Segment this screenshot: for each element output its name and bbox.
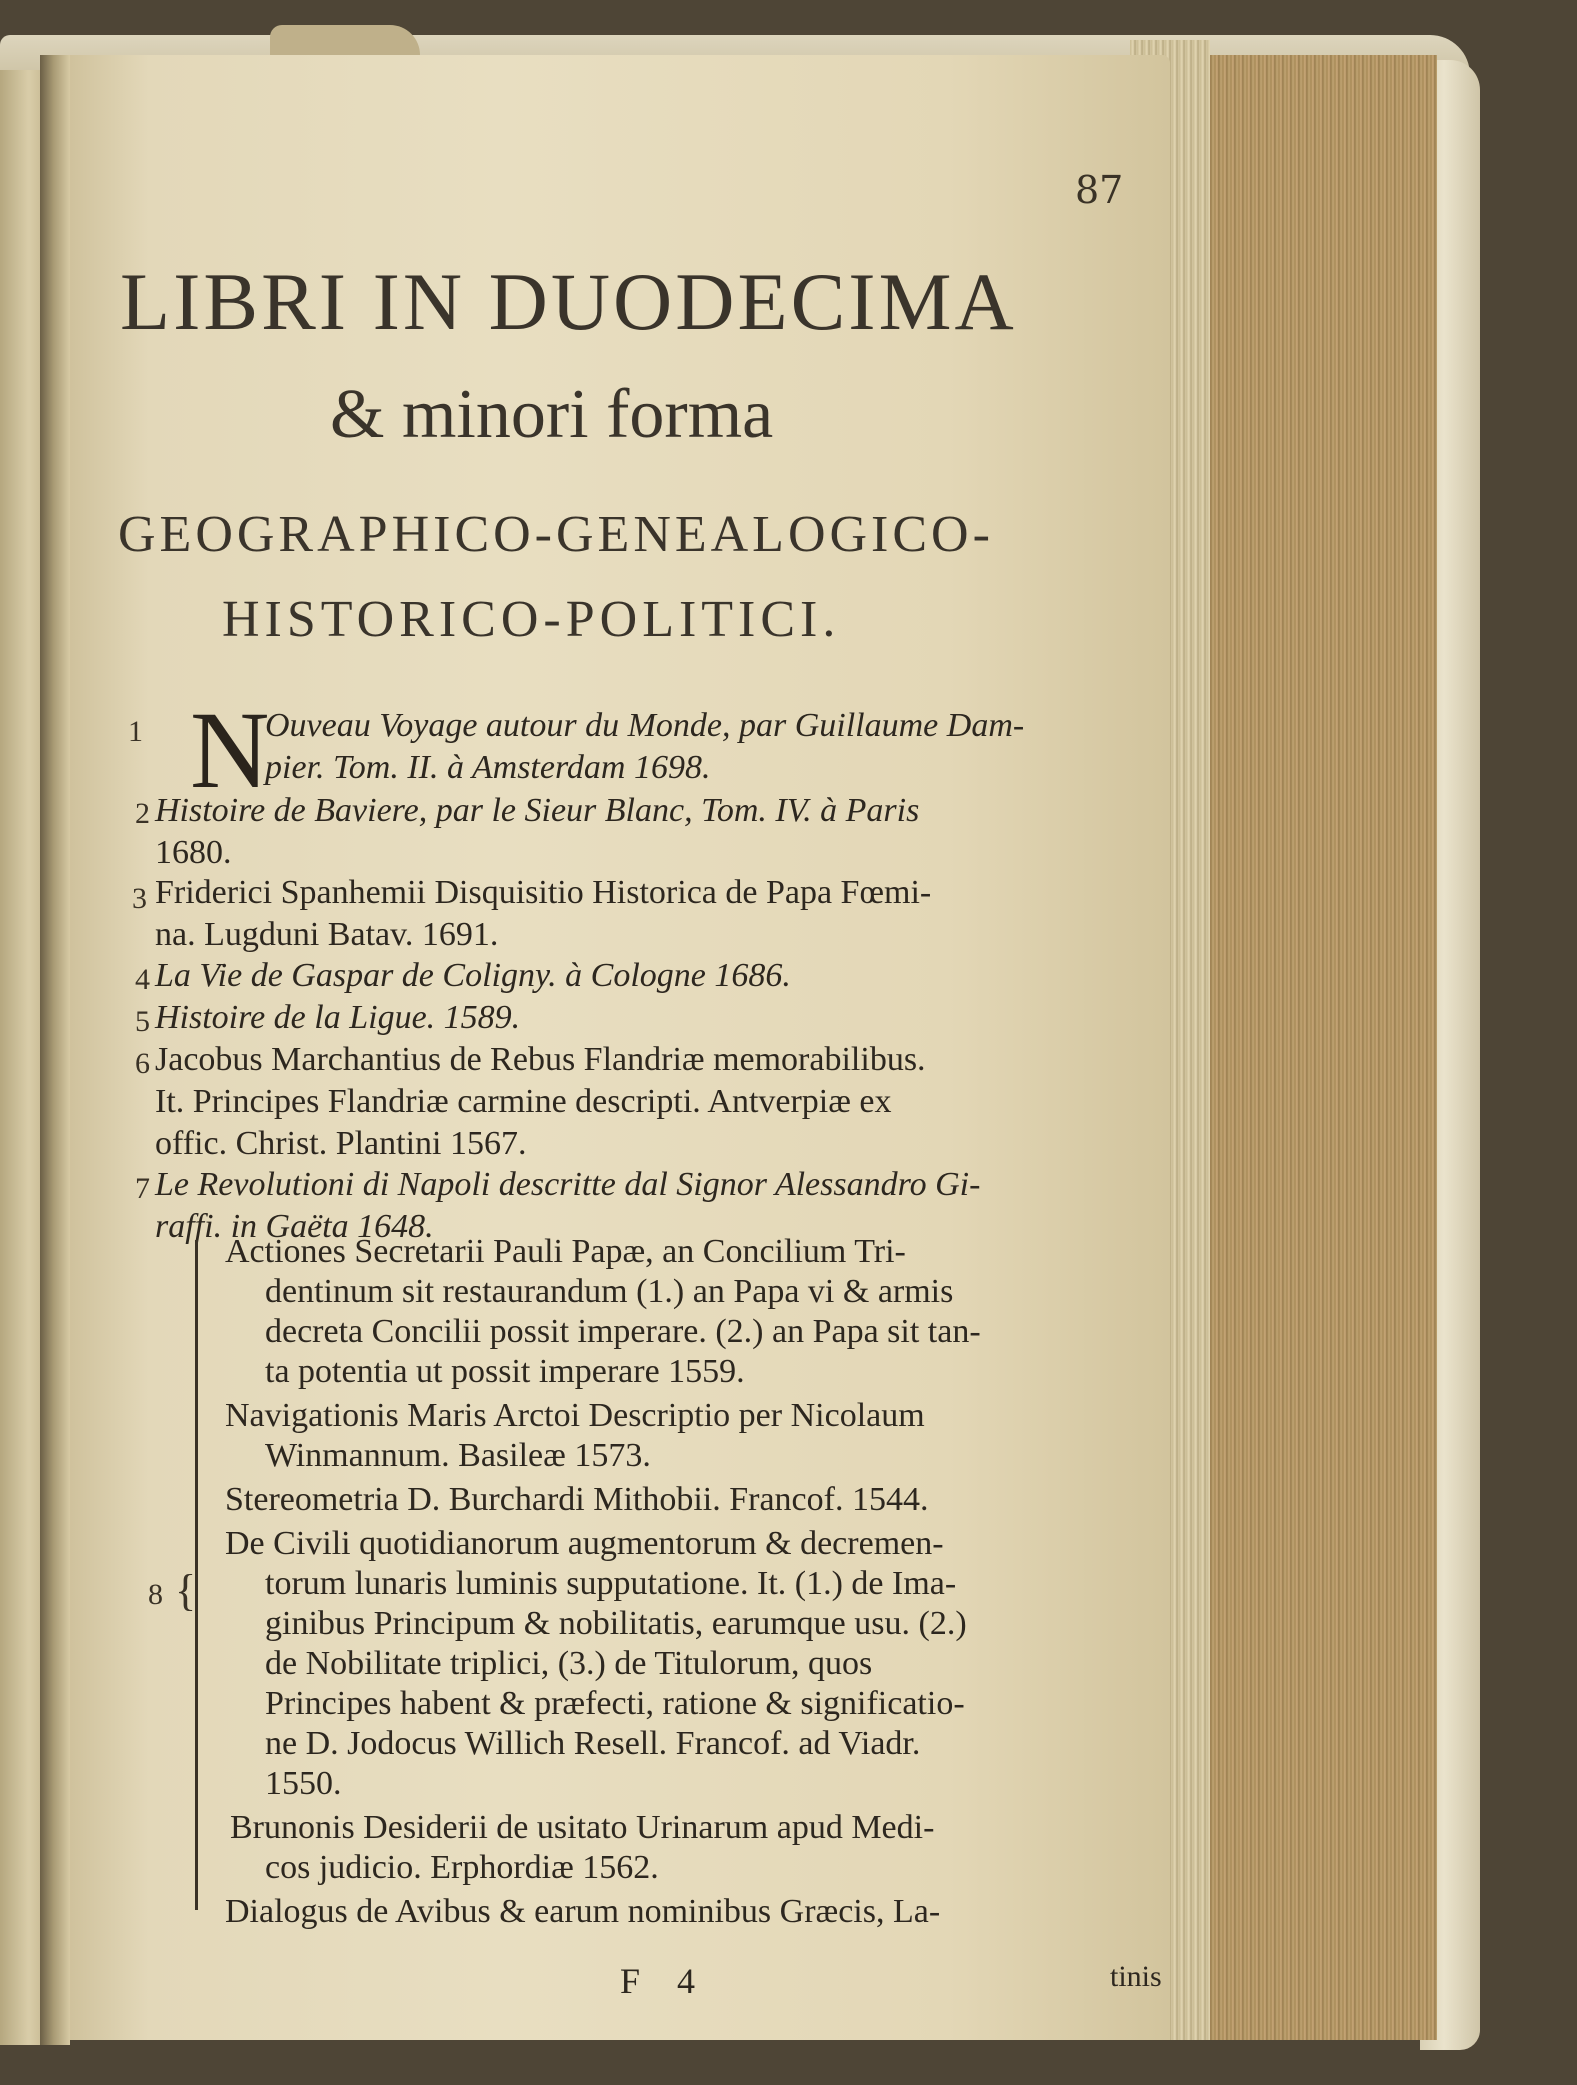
entry-number: 5 <box>135 1005 150 1038</box>
title-line-3: GEOGRAPHICO-GENEALOGICO- <box>118 506 994 563</box>
group-line: ne D. Jodocus Willich Resell. Francof. ad Viadr. <box>265 1725 921 1762</box>
group-line: Stereometria D. Burchardi Mithobii. Francof. 1544. <box>225 1481 929 1518</box>
title-line-1: LIBRI IN DUODECIMA <box>120 256 1017 347</box>
group-line: 1550. <box>265 1765 342 1802</box>
entry-line: Ouveau Voyage autour du Monde, par Guillaume Dam- <box>265 707 1025 744</box>
catchword: tinis <box>1110 1960 1162 1993</box>
entry-line: offic. Christ. Plantini 1567. <box>155 1125 527 1162</box>
group-line: torum lunaris luminis supputatione. It. (1.) de Ima- <box>265 1565 957 1602</box>
entry-line: na. Lugduni Batav. 1691. <box>155 916 499 953</box>
title-line-2: & minori forma <box>330 376 774 453</box>
group-line: Brunonis Desiderii de usitato Urinarum apud Medi- <box>230 1809 935 1846</box>
entry-line: Le Revolutioni di Napoli descritte dal Signor Alessandro Gi- <box>155 1166 981 1203</box>
entry-line: pier. Tom. II. à Amsterdam 1698. <box>265 749 711 786</box>
brace-point: { <box>175 1566 197 1615</box>
grouping-brace <box>195 1240 214 1910</box>
entry-number: 7 <box>135 1172 150 1205</box>
group-line: Actiones Secretarii Pauli Papæ, an Concilium Tri- <box>225 1233 906 1270</box>
group-line: Dialogus de Avibus & earum nominibus Græcis, La- <box>225 1893 941 1930</box>
group-line: de Nobilitate triplici, (3.) de Titulorum, quos <box>265 1645 873 1682</box>
entry-line: Friderici Spanhemii Disquisitio Historica de Papa Fœmi- <box>155 874 932 911</box>
entry-line: Histoire de la Ligue. 1589. <box>155 999 521 1036</box>
entry-number: 4 <box>135 963 150 996</box>
title-line-4: HISTORICO-POLITICI. <box>222 591 841 648</box>
group-line: decreta Concilii possit imperare. (2.) an Papa sit tan- <box>265 1313 981 1350</box>
group-line: cos judicio. Erphordiæ 1562. <box>265 1849 659 1886</box>
group-line: dentinum sit restaurandum (1.) an Papa vi & armis <box>265 1273 954 1310</box>
page-number: 87 <box>1075 168 1124 212</box>
entry-line: It. Principes Flandriæ carmine descripti. Antverpiæ ex <box>155 1083 892 1120</box>
group-line: Winmannum. Basileæ 1573. <box>265 1437 651 1474</box>
group-line: ginibus Principum & nobilitatis, earumque usu. (2.) <box>265 1605 967 1642</box>
group-line: Navigationis Maris Arctoi Descriptio per Nicolaum <box>225 1397 925 1434</box>
group-number: 8 <box>148 1578 163 1611</box>
entry-number: 3 <box>132 882 147 915</box>
group-line: ta potentia ut possit imperare 1559. <box>265 1353 745 1390</box>
signature-mark: F 4 <box>620 1961 710 2001</box>
entry-number: 2 <box>135 797 150 830</box>
entry-number: 1 <box>128 715 143 748</box>
entry-line: Jacobus Marchantius de Rebus Flandriæ memorabilibus. <box>155 1041 926 1078</box>
entry-number: 6 <box>135 1047 150 1080</box>
group-line: Principes habent & præfecti, ratione & significatio- <box>265 1685 965 1722</box>
entry-line: raffi. in Gaëta 1648. <box>155 1208 434 1245</box>
entry-line: La Vie de Gaspar de Coligny. à Cologne 1686. <box>155 957 791 994</box>
group-line: De Civili quotidianorum augmentorum & decremen- <box>225 1525 944 1562</box>
entry-line: 1680. <box>155 834 232 871</box>
entry-line: Histoire de Baviere, par le Sieur Blanc, Tom. IV. à Paris <box>155 792 920 829</box>
drop-cap: N <box>190 689 270 811</box>
